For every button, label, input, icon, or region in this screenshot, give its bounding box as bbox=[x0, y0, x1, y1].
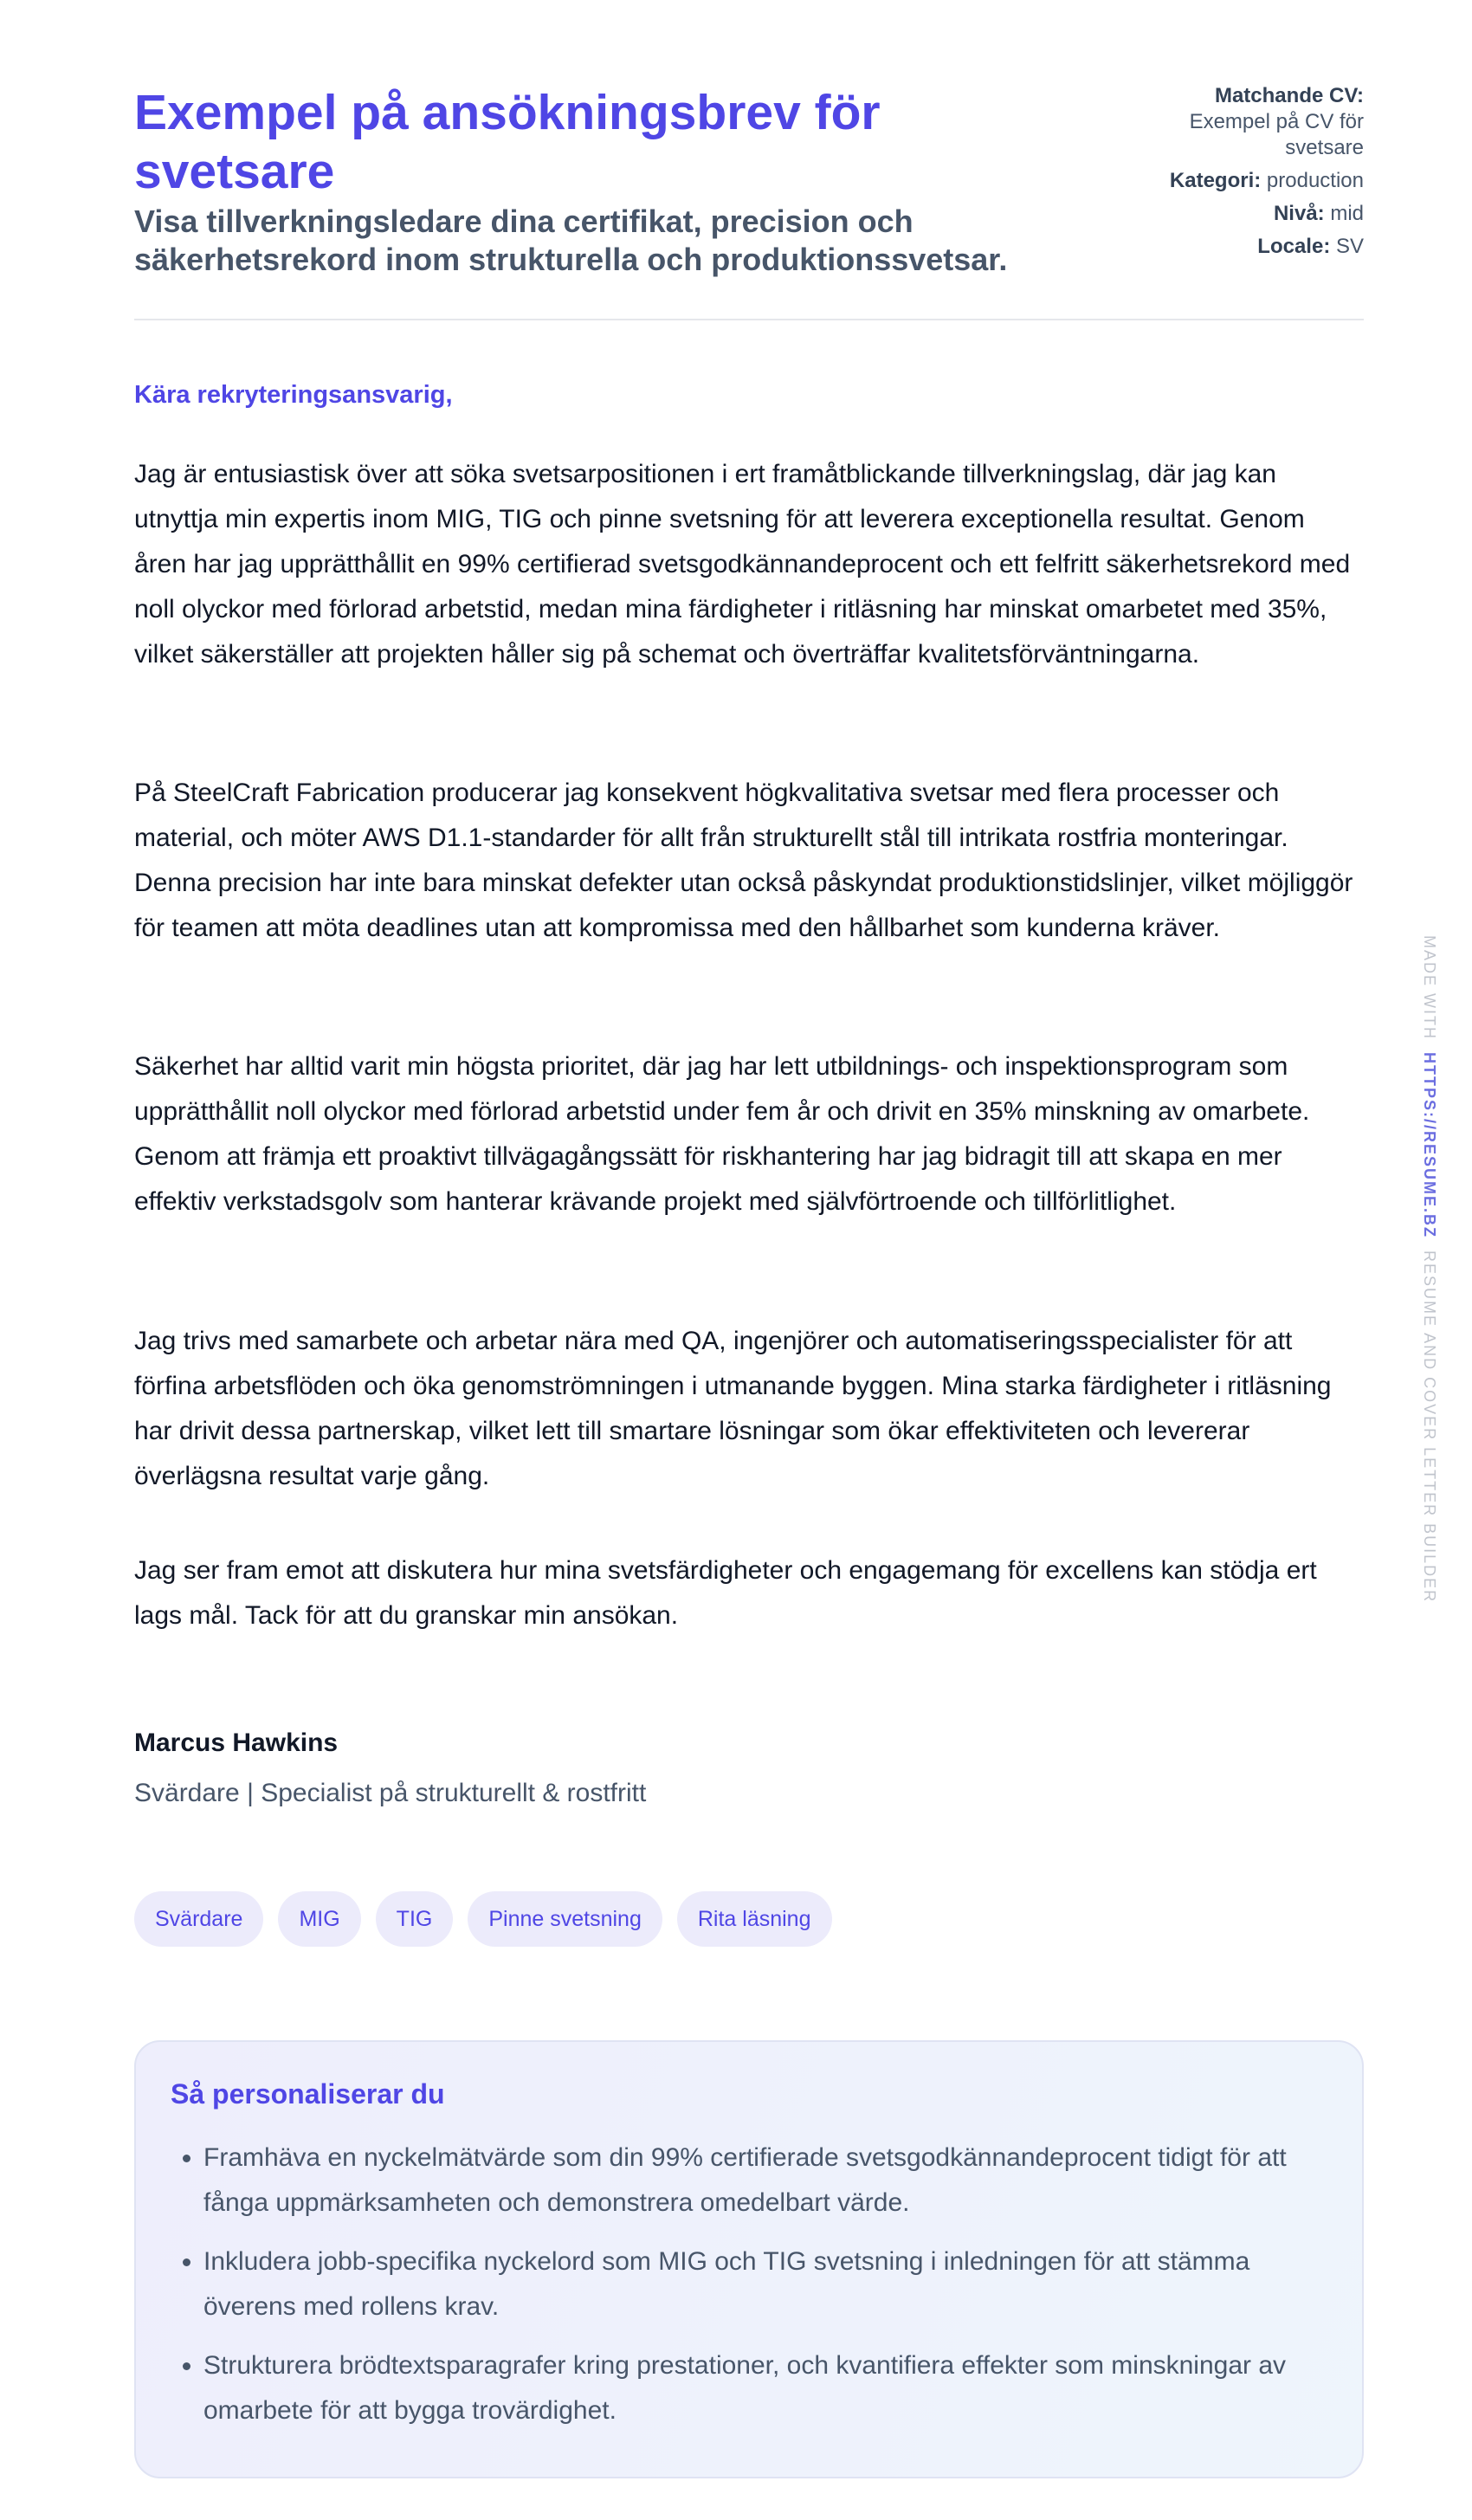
meta-category-label: Kategori: bbox=[1169, 169, 1262, 192]
letter-paragraph: Säkerhet har alltid varit min högsta prioritet, där jag har lett utbildnings- och inspektionsprogram som upprätthållit noll olyckor med förlorad arbetstid under fem år och drivit en 35% minskning av omarbete. Genom att främja ett proaktivt tillvägagångssätt för riskhantering har jag bidragit till att skapa en mer effektiv verkstadsgolv som hanterar krävande projekt med självförtroende och tillförlitlighet. bbox=[134, 1052, 1310, 1216]
meta-category bbox=[1139, 168, 1364, 194]
tip-item: • Framhäva en nyckelmätvärde som din 99% certifierade svetsgodkännandeprocent tidigt för att fånga uppmärksamheten och demonstrera omedelbart värde. bbox=[203, 2136, 1329, 2226]
tips-title: Så personaliserar du bbox=[171, 2078, 445, 2110]
meta-category-value: production bbox=[1266, 169, 1364, 192]
page-title: Exempel på ansökningsbrev för svetsare bbox=[134, 85, 881, 199]
tag-list bbox=[134, 1891, 832, 1947]
tips-list bbox=[203, 2136, 1329, 2447]
tag[interactable]: TIG bbox=[376, 1891, 454, 1947]
tip-item: • Strukturera brödtextsparagrafer kring prestationer, och kvantifiera effekter som minskningar av omarbete för att bygga trovärdighet. bbox=[203, 2343, 1329, 2433]
meta-locale-label: Locale: bbox=[1257, 235, 1331, 258]
tag[interactable]: Rita läsning bbox=[677, 1891, 832, 1947]
header bbox=[134, 83, 1364, 320]
meta-locale bbox=[1139, 234, 1364, 260]
letter-paragraph: Jag är entusiastisk över att söka svetsarpositionen i ert framåtblickande tillverkningslag, där jag kan utnyttja min expertis inom MIG, TIG och pinne svetsning för att leverera exceptionella resultat. Genom åren har jag upprätthållit en 99% certifierad svetsgodkännandeprocent och ett felfritt säkerhetsrekord med noll olyckor med förlorad arbetstid, medan mina färdigheter i ritläsning har minskat omarbetet med 35%, vilket säkerställer att projekten håller sig på schemat och överträffar kvalitetsförväntningarna. bbox=[134, 460, 1351, 669]
letter-paragraph: Jag ser fram emot att diskutera hur mina svetsfärdigheter och engagemang för excellens kan stödja ert lags mål. Tack för att du granskar min ansökan. bbox=[134, 1556, 1317, 1630]
meta-cv-link[interactable]: Exempel på CV för svetsare bbox=[1189, 110, 1364, 159]
signature-name: Marcus Hawkins bbox=[134, 1728, 339, 1757]
signature-role: Svärdare | Specialist på strukturellt & rostfritt bbox=[134, 1779, 647, 1807]
salutation: Kära rekryteringsansvarig, bbox=[134, 381, 453, 409]
letter-paragraph: Jag trivs med samarbete och arbetar nära med QA, ingenjörer och automatiseringsspecialister för att förfina arbetsflöden och öka genomströmningen i utmanande byggen. Mina starka färdigheter i ritläsning har drivit dessa partnerskap, vilket lett till smartare lösningar som ökar effektiviteten och levererar överlägsna resultat varje gång. bbox=[134, 1327, 1332, 1490]
page-subtitle: Visa tillverkningsledare dina certifikat, precision och säkerhetsrekord inom strukturella och produktionssvetsar. bbox=[134, 204, 1008, 277]
watermark-link[interactable]: HTTPS://RESUME.BZ bbox=[1421, 1052, 1438, 1239]
tag[interactable]: MIG bbox=[278, 1891, 360, 1947]
watermark-suffix: RESUME AND COVER LETTER BUILDER bbox=[1421, 1250, 1438, 1604]
tip-item: • Inkludera jobb-specifika nyckelord som MIG och TIG svetsning i inledningen för att stämma överens med rollens krav. bbox=[203, 2239, 1329, 2329]
meta-cv bbox=[1139, 83, 1364, 161]
tag[interactable]: Svärdare bbox=[134, 1891, 263, 1947]
tag[interactable]: Pinne svetsning bbox=[468, 1891, 662, 1947]
meta-level-label: Nivå: bbox=[1273, 202, 1325, 225]
meta-info bbox=[1139, 83, 1364, 267]
personalization-tips bbox=[134, 2040, 1364, 2478]
letter-paragraph: På SteelCraft Fabrication producerar jag konsekvent högkvalitativa svetsar med flera processer och material, och möter AWS D1.1-standarder för allt från strukturellt stål till intrikata rostfria monteringar. Denna precision har inte bara minskat defekter utan också påskyndat produktionstidslinjer, vilket möjliggör för teamen att möta deadlines utan att kompromissa med den hållbarhet som kunderna kräver. bbox=[134, 779, 1353, 942]
meta-locale-value: SV bbox=[1335, 235, 1364, 258]
watermark bbox=[1420, 935, 1438, 1603]
meta-level-value: mid bbox=[1330, 202, 1364, 225]
meta-level bbox=[1139, 201, 1364, 227]
watermark-prefix: MADE WITH bbox=[1421, 935, 1438, 1040]
meta-cv-label: Matchande CV: bbox=[1214, 84, 1364, 107]
